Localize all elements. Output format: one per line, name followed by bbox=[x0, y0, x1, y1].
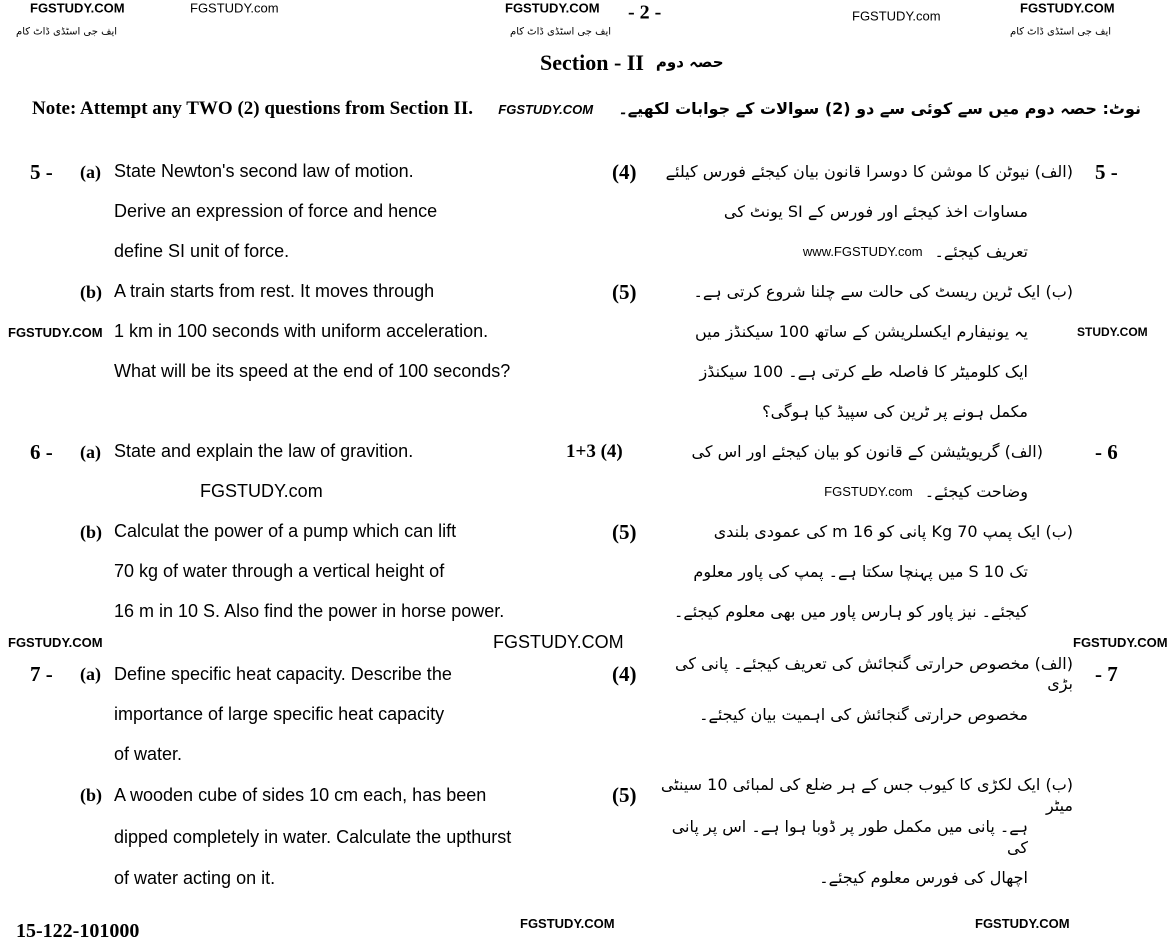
question-number-urdu: - 7 bbox=[1095, 661, 1118, 686]
question-text-urdu: مساوات اخذ کیجئے اور فورس کے SI یونٹ کی bbox=[723, 201, 1028, 221]
question-row bbox=[0, 512, 1153, 552]
urdu-cell bbox=[650, 817, 1073, 859]
question-text-urdu: (ب) ایک ٹرین ریسٹ کی حالت سے چلنا شروع کرتی ہے۔ bbox=[693, 281, 1073, 301]
question-row bbox=[0, 472, 1153, 512]
watermark: FGSTUDY.COM bbox=[8, 324, 103, 340]
question-text-urdu: تک 10 S میں پہنچا سکتا ہے۔ پمپ کی پاور معلوم bbox=[693, 561, 1028, 581]
urdu-cell bbox=[650, 402, 1073, 423]
question-text: Calculat the power of a pump which can lift bbox=[114, 521, 457, 542]
urdu-cell bbox=[650, 362, 1073, 383]
note-instruction: Note: Attempt any TWO (2) questions from Section II. bbox=[32, 98, 474, 119]
question-number-urdu: - 6 bbox=[1095, 439, 1118, 464]
question-text: define SI unit of force. bbox=[114, 241, 290, 262]
question-row bbox=[0, 392, 1153, 432]
watermark: FGSTUDY.COM bbox=[498, 101, 594, 117]
questions-section bbox=[0, 152, 1168, 946]
question-row bbox=[0, 817, 1153, 859]
note-instruction-urdu: نوٹ: حصہ دوم میں سے کوئی سے دو (2) سوالات کے جوابات لکھیے۔ bbox=[618, 98, 1141, 118]
watermark: FGSTUDY.com bbox=[200, 481, 323, 502]
section-heading bbox=[540, 50, 724, 76]
marks: (5) bbox=[612, 279, 637, 304]
urdu-watermark: ایف جی اسٹڈی ڈاٹ کام bbox=[16, 26, 118, 38]
question-text: of water. bbox=[114, 744, 183, 765]
question-text: Derive an expression of force and hence bbox=[114, 201, 438, 222]
urdu-cell bbox=[650, 162, 1073, 183]
question-text: State Newton's second law of motion. bbox=[114, 161, 414, 182]
question-text: State and explain the law of gravition. bbox=[114, 441, 414, 462]
question-row bbox=[0, 858, 1153, 898]
part-label: (a) bbox=[80, 663, 101, 684]
question-number: 5 - bbox=[30, 159, 53, 184]
watermark-row bbox=[0, 632, 1168, 654]
urdu-cell bbox=[650, 868, 1073, 889]
marks: (5) bbox=[612, 519, 637, 544]
watermark: FGSTUDY.com bbox=[190, 0, 279, 16]
question-text-urdu: (ب) ایک پمپ 70 Kg پانی کو 16 m کی عمودی بلندی bbox=[713, 521, 1073, 541]
question-row bbox=[0, 352, 1153, 392]
question-text: A wooden cube of sides 10 cm each, has been bbox=[114, 785, 487, 806]
urdu-cell bbox=[650, 562, 1073, 583]
marks: (4) bbox=[612, 159, 637, 184]
urdu-cell bbox=[650, 522, 1073, 543]
urdu-cell bbox=[650, 322, 1073, 343]
question-text-urdu: ایک کلومیٹر کا فاصلہ طے کرتی ہے۔ 100 سیکنڈز bbox=[699, 361, 1028, 381]
question-text: importance of large specific heat capacity bbox=[114, 704, 445, 725]
question-number-urdu: 5 - bbox=[1095, 159, 1118, 184]
question-text: Define specific heat capacity. Describe the bbox=[114, 663, 452, 684]
question-text: 1 km in 100 seconds with uniform acceleration. bbox=[114, 321, 489, 342]
urdu-cell bbox=[650, 282, 1073, 303]
question-row bbox=[0, 232, 1153, 272]
watermark: FGSTUDY.COM bbox=[1020, 0, 1115, 16]
question-text-urdu: ہے۔ پانی میں مکمل طور پر ڈوبا ہوا ہے۔ اس پر پانی کی bbox=[671, 816, 1028, 857]
question-text: of water acting on it. bbox=[114, 867, 276, 888]
part-label: (b) bbox=[80, 785, 102, 806]
question-text-urdu: تعریف کیجئے۔ bbox=[934, 241, 1028, 261]
question-row bbox=[0, 735, 1153, 775]
part-label: (b) bbox=[80, 521, 102, 542]
page-number: - 2 - bbox=[628, 1, 662, 24]
footer bbox=[0, 916, 1153, 946]
question-text-urdu: مخصوص حرارتی گنجائش کی اہمیت بیان کیجئے۔ bbox=[699, 704, 1028, 724]
question-text-urdu: مکمل ہونے پر ٹرین کی سپیڈ کیا ہوگی؟ bbox=[762, 401, 1028, 421]
question-number: 7 - bbox=[30, 661, 53, 686]
watermark: FGSTUDY.COM bbox=[8, 635, 103, 651]
urdu-cell bbox=[650, 482, 1073, 503]
question-row bbox=[0, 654, 1153, 696]
question-text-urdu: (الف) مخصوص حرارتی گنجائش کی تعریف کیجئے۔ پانی کی بڑی bbox=[674, 653, 1073, 694]
question-text: What will be its speed at the end of 100 seconds? bbox=[114, 361, 511, 382]
watermark: STUDY.COM bbox=[1077, 325, 1148, 339]
section-title: Section - II bbox=[540, 50, 644, 75]
question-number: 6 - bbox=[30, 439, 53, 464]
question-text: A train starts from rest. It moves through bbox=[114, 281, 435, 302]
urdu-cell bbox=[650, 242, 1073, 263]
part-label: (a) bbox=[80, 161, 101, 182]
marks: (5) bbox=[612, 783, 637, 808]
question-row bbox=[0, 775, 1153, 817]
question-text-urdu: (الف) گریویٹیشن کے قانون کو بیان کیجئے اور اس کی bbox=[691, 441, 1043, 461]
question-row bbox=[0, 695, 1153, 735]
question-row bbox=[0, 152, 1153, 192]
watermark: FGSTUDY.COM bbox=[493, 632, 624, 652]
urdu-cell bbox=[650, 705, 1073, 726]
question-row bbox=[0, 432, 1153, 472]
question-row bbox=[0, 272, 1153, 312]
watermark: FGSTUDY.COM bbox=[30, 0, 125, 16]
question-row bbox=[0, 552, 1153, 592]
question-row bbox=[0, 592, 1153, 632]
watermark: FGSTUDY.COM bbox=[1073, 635, 1168, 651]
urdu-cell bbox=[650, 775, 1073, 817]
urdu-cell bbox=[650, 654, 1073, 696]
paper-code: 15-122-101000 bbox=[16, 919, 140, 942]
watermark: FGSTUDY.COM bbox=[520, 916, 615, 932]
watermark: FGSTUDY.COM bbox=[975, 916, 1070, 932]
section-title-urdu: حصہ دوم bbox=[655, 53, 724, 72]
marks: 1+3 (4) bbox=[566, 441, 623, 462]
question-text-urdu: (الف) نیوٹن کا موشن کا دوسرا قانون بیان کیجئے فورس کیلئے bbox=[665, 161, 1073, 181]
marks: (4) bbox=[612, 661, 637, 686]
question-text-urdu: وضاحت کیجئے۔ bbox=[924, 481, 1028, 501]
question-text-urdu: (ب) ایک لکڑی کا کیوب جس کے ہر ضلع کی لمبائی 10 سینٹی میٹر bbox=[660, 775, 1073, 815]
urdu-cell bbox=[650, 442, 1073, 463]
note-line bbox=[32, 98, 1141, 120]
watermark: FGSTUDY.COM bbox=[505, 0, 600, 16]
urdu-watermark: ایف جی اسٹڈی ڈاٹ کام bbox=[1010, 26, 1112, 38]
watermark: www.FGSTUDY.com bbox=[802, 244, 923, 260]
part-label: (a) bbox=[80, 441, 101, 462]
question-text: dipped completely in water. Calculate the upthurst bbox=[114, 826, 512, 847]
part-label: (b) bbox=[80, 281, 102, 302]
question-row bbox=[0, 312, 1153, 352]
question-row bbox=[0, 192, 1153, 232]
urdu-watermark: ایف جی اسٹڈی ڈاٹ کام bbox=[510, 26, 612, 38]
question-text-urdu: یہ یونیفارم ایکسلریشن کے ساتھ 100 سیکنڈز میں bbox=[694, 321, 1028, 341]
question-text-urdu: اچھال کی فورس معلوم کیجئے۔ bbox=[819, 867, 1028, 887]
urdu-cell bbox=[650, 602, 1073, 623]
question-text: 70 kg of water through a vertical height of bbox=[114, 561, 445, 582]
urdu-cell bbox=[650, 202, 1073, 223]
watermark: FGSTUDY.com bbox=[824, 484, 913, 500]
question-text-urdu: کیجئے۔ نیز پاور کو ہارس پاور میں بھی معلوم کیجئے۔ bbox=[673, 601, 1028, 621]
question-text: 16 m in 10 S. Also find the power in horse power. bbox=[114, 601, 505, 622]
watermark: FGSTUDY.com bbox=[852, 8, 941, 24]
